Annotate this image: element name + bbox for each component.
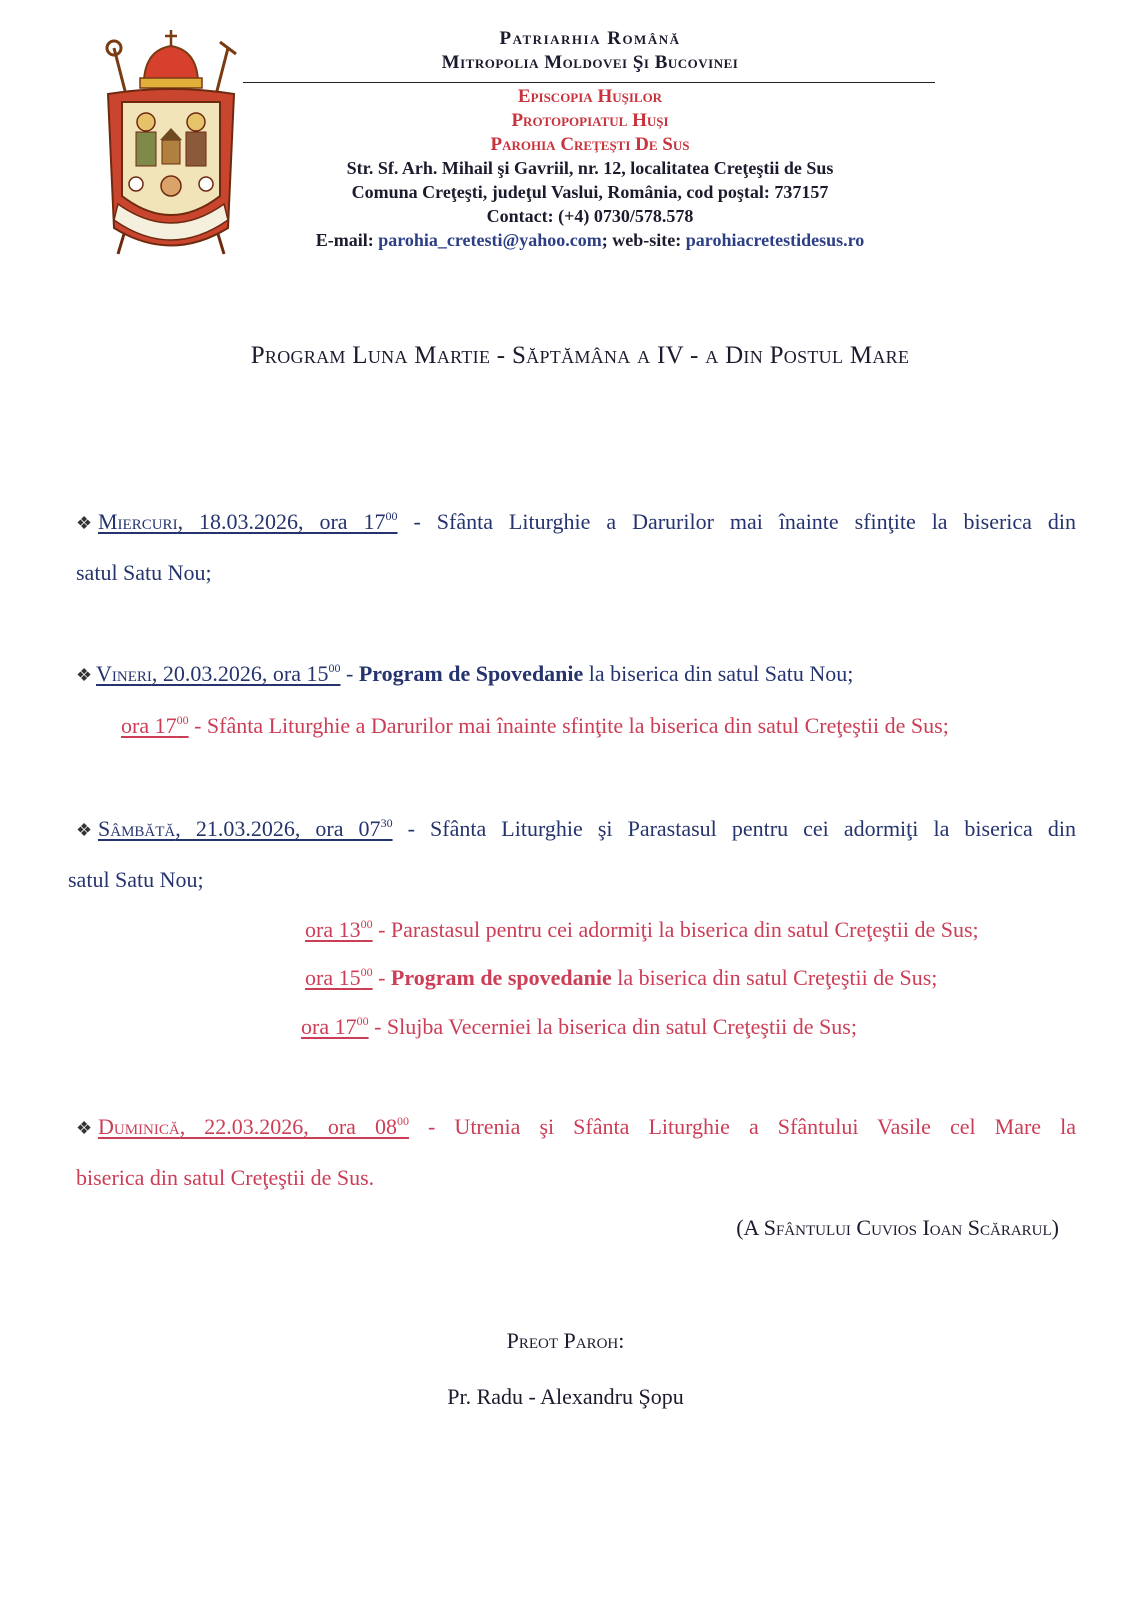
entry-saturday-sub3-time: ora $17^{00}$ (301, 1014, 369, 1039)
entry-wednesday-line1 (76, 510, 1076, 533)
header-divider (243, 82, 935, 83)
website-link[interactable]: parohiacretestidesus.ro (685, 230, 865, 250)
page-title: Program Luna Martie - Săptămâna a IV - a Din Postul Mare (250, 342, 910, 369)
header-address: Str. Sf. Arh. Mihail şi Gavriil, nr. 12, localitatea Creţeştii de Sus (346, 158, 834, 178)
entry-saturday-line2: satul Satu Nou; (68, 867, 204, 892)
header-online (220, 230, 960, 251)
entry-sunday-line2: biserica din satul Creţeştii de Sus. (76, 1165, 375, 1190)
entry-wednesday-line2: satul Satu Nou; (76, 560, 212, 585)
parish-crest-logo (96, 28, 246, 256)
entry-friday-sub: ora $17^{00}$ - Sfânta Liturghie a Darurilor mai înainte sfinţite la biserica din satul Creţeştii de Sus; (121, 713, 949, 738)
entry-sunday-line1 (76, 1115, 1076, 1138)
entry-friday-sub-time: ora $17^{00}$ (121, 713, 189, 738)
entry-saturday-sub3: ora $17^{00}$ - Slujba Vecerniei la biserica din satul Creţeştii de Sus; (301, 1014, 857, 1039)
header-parish: Parohia Creţeşti De Sus (490, 134, 690, 155)
header-episcopate: Episcopia Huşilor (517, 86, 663, 107)
diamond-bullet-icon: ❖ (76, 513, 93, 533)
entry-friday-highlight: Program de Spovedanie (358, 661, 584, 686)
signature-title: Preot Paroh: (506, 1328, 625, 1353)
entry-saturday-sub1: ora $13^{00}$ - Parastasul pentru cei adormiţi la biserica din satul Creţeştii de Sus; (305, 917, 979, 942)
diamond-bullet-icon: ❖ (76, 665, 93, 685)
entry-wednesday-text: - Sfânta Liturghie a Darurilor mai înainte sfinţite la biserica din (397, 509, 1076, 534)
header-commune: Comuna Creţeşti, judeţul Vaslui, România, cod poştal: 737157 (351, 182, 829, 202)
header-patriarchate: Patriarhia Română (499, 28, 681, 49)
header-deanery: Protopopiatul Huşi (511, 110, 669, 131)
email-label: E-mail: (315, 230, 379, 250)
header-contact: Contact: (+4) 0730/578.578 (486, 206, 694, 226)
entry-saturday-text: - Sfânta Liturghie şi Parastasul pentru cei adormiţi la biserica din (392, 816, 1077, 841)
entry-saturday-sub2-time: ora $15^{00}$ (305, 965, 373, 990)
entry-saturday-sub2: ora $15^{00}$ - Program de spovedanie la biserica din satul Creţeştii de Sus; (305, 965, 938, 990)
diamond-bullet-icon: ❖ (76, 820, 93, 840)
feast-dedication: (A Sfântului Cuvios Ioan Scărarul) (736, 1215, 1059, 1240)
entry-sunday-date: Duminică, 22.03.2026, ora $08^{00}$ (98, 1114, 409, 1139)
entry-friday-date: Vineri, 20.03.2026, ora $15^{00}$ (96, 661, 341, 686)
email-link[interactable]: parohia_cretesti@yahoo.com (378, 230, 602, 250)
entry-wednesday-date: Miercuri, 18.03.2026, ora $17^{00}$ (98, 509, 398, 534)
entry-sunday-text: - Utrenia şi Sfânta Liturghie a Sfântului Vasile cel Mare la (408, 1114, 1076, 1139)
entry-friday-line1: ❖ Vineri, 20.03.2026, ora $15^{00}$ - Program de Spovedanie la biserica din satul Satu Nou; (76, 661, 854, 686)
header-metropolis: Mitropolia Moldovei Şi Bucovinei (441, 52, 739, 73)
diamond-bullet-icon: ❖ (76, 1118, 93, 1138)
entry-saturday-date: Sâmbătă, 21.03.2026, ora $07^{30}$ (98, 816, 393, 841)
signature-name: Pr. Radu - Alexandru Şopu (447, 1384, 684, 1409)
entry-saturday-sub1-time: ora $13^{00}$ (305, 917, 373, 942)
web-label: ; web-site: (601, 230, 686, 250)
entry-saturday-line1 (76, 817, 1076, 840)
